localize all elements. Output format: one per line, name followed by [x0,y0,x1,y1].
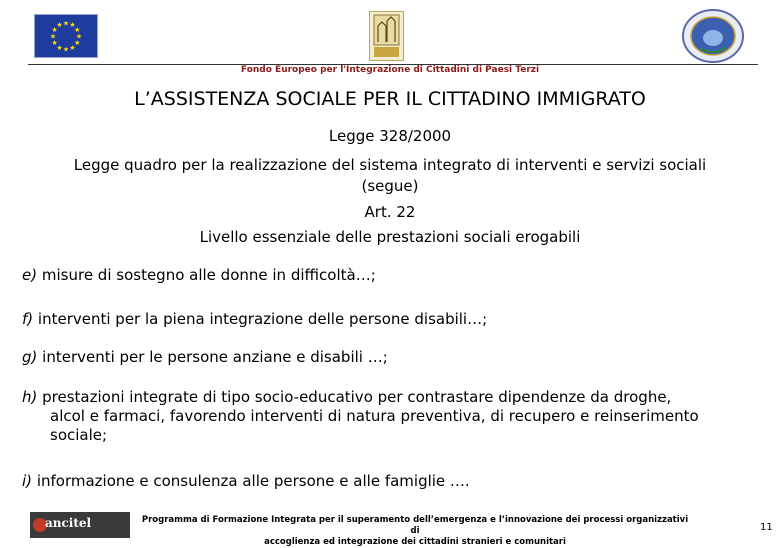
eu-star-icon: ★ [74,39,81,47]
programme-caption-line: accoglienza ed integrazione dei cittadini stranieri e comunitari [264,537,566,547]
item-letter: f) [22,310,34,328]
anci-emblem-icon [370,12,403,60]
eu-star-icon: ★ [51,26,58,34]
eu-star-icon: ★ [51,39,58,47]
seal-logo [681,8,745,64]
eu-stars-icon [35,15,97,57]
eu-star-icon: ★ [62,45,70,54]
item-letter: i) [22,472,33,490]
item-text: prestazioni integrate di tipo socio-educativo per contrastare dipendenze da droghe, [42,388,672,406]
seal-emblem-icon [681,8,745,64]
item-text-continued: sociale; [50,426,108,444]
list-item [22,472,762,491]
item-text: interventi per le persone anziane e disabili …; [42,348,388,366]
eu-star-icon: ★ [56,43,63,52]
programme-caption [140,515,690,548]
list-item [22,388,762,445]
page-number: 11 [760,522,773,533]
list-item [22,310,762,329]
eu-star-icon: ★ [75,32,83,41]
item-text: misure di sostegno alle donne in difficoltà…; [41,266,376,284]
item-text: informazione e consulenza alle persone e alle famiglie …. [36,472,470,490]
list-item [22,348,762,367]
item-letter: e) [22,266,38,284]
eu-star-icon: ★ [56,21,63,30]
item-letter: h) [22,388,38,406]
section-heading: Livello essenziale delle prestazioni sociali erogabili [199,228,581,246]
item-text-continued: alcol e farmaci, favorendo interventi di natura preventiva, di recupero e reinserimento [50,407,699,425]
eu-star-icon: ★ [69,43,76,52]
article-number: Art. 22 [364,203,416,221]
ancitel-logo-text: ancitel [45,516,92,530]
eu-star-icon: ★ [62,19,70,28]
law-full-title: Legge quadro per la realizzazione del sistema integrato di interventi e servizi sociali [73,156,707,174]
continued-note: (segue) [361,177,419,195]
item-text: interventi per la piena integrazione delle persone disabili…; [37,310,488,328]
eu-flag-logo [34,14,98,58]
list-item [22,266,762,285]
eu-star-icon: ★ [74,26,81,34]
law-reference: Legge 328/2000 [328,127,452,145]
anci-logo [369,11,404,61]
page-title: L’ASSISTENZA SOCIALE PER IL CITTADINO IMMIGRATO [134,88,646,110]
eu-star-icon: ★ [69,21,76,30]
item-letter: g) [22,348,38,366]
programme-caption-line: Programma di Formazione Integrata per il superamento dell’emergenza e l’innovazione dei processi organizzativi di [141,515,689,536]
eu-star-icon: ★ [49,32,57,41]
fund-caption: Fondo Europeo per l'Integrazione di Cittadini di Paesi Terzi [240,65,540,75]
